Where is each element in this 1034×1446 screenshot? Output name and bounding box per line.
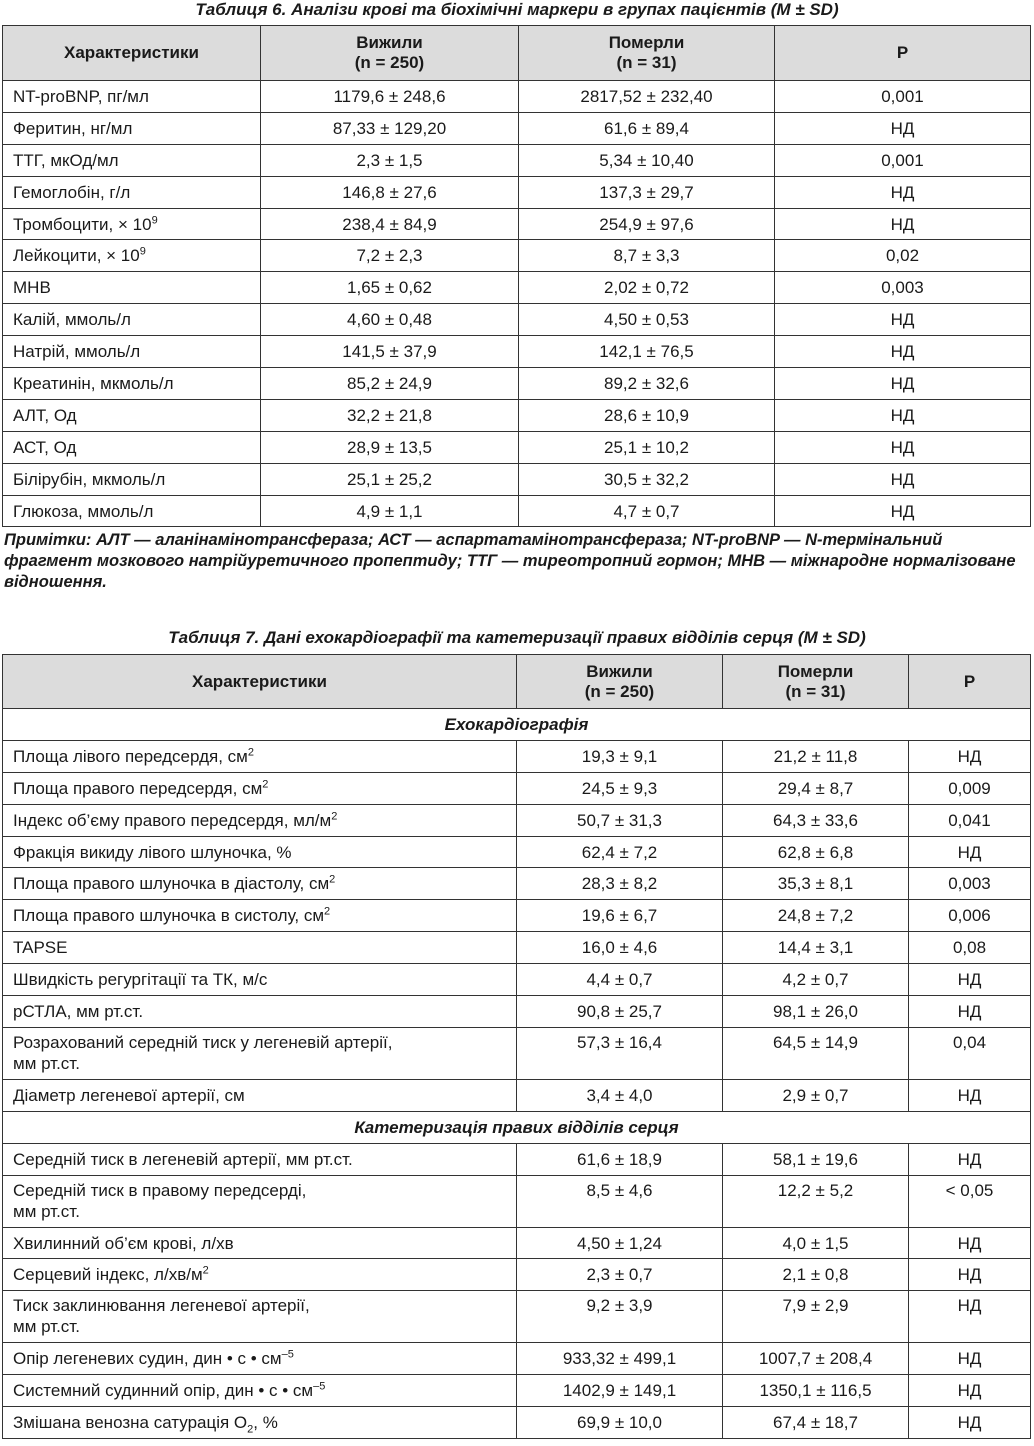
value-survived: 9,2 ± 3,9 — [517, 1291, 723, 1343]
row-label: Хвилинний об’єм крові, л/хв — [3, 1227, 517, 1259]
row-label: Феритин, нг/мл — [3, 112, 261, 144]
table-row — [3, 1375, 1031, 1407]
table-row — [3, 1175, 1031, 1227]
value-p: 0,003 — [775, 272, 1031, 304]
row-label: АЛТ, Од — [3, 399, 261, 431]
value-survived: 933,32 ± 499,1 — [517, 1343, 723, 1375]
row-label: Діаметр легеневої артерії, см — [3, 1079, 517, 1111]
row-label: Гемоглобін, г/л — [3, 176, 261, 208]
value-p: НД — [909, 1375, 1031, 1407]
table-row — [3, 1027, 1031, 1079]
value-p: НД — [775, 208, 1031, 240]
row-label: Натрій, ммоль/л — [3, 336, 261, 368]
row-label: Площа правого шлуночка в систолу, $см^2$ — [3, 900, 517, 932]
row-label: МНВ — [3, 272, 261, 304]
header-survived: Вижили (n = 250) — [261, 26, 519, 81]
table-row — [3, 399, 1031, 431]
value-p: НД — [909, 1407, 1031, 1439]
row-label: АСТ, Од — [3, 431, 261, 463]
section-row-echo — [3, 709, 1031, 741]
value-p: 0,04 — [909, 1027, 1031, 1079]
table-row — [3, 431, 1031, 463]
value-died: 142,1 ± 76,5 — [519, 336, 775, 368]
value-died: 4,0 ± 1,5 — [723, 1227, 909, 1259]
row-label: Опір легеневих судин, дин • с • $см^{-5}$ — [3, 1343, 517, 1375]
table-row — [3, 1079, 1031, 1111]
table6-notes: Примітки: АЛТ — аланінамінотрансфераза; АСТ — аспартатамінотрансфераза; NT-proBNP — N-термінальний фрагмент мозкового натрійуретичного пропептиду; ТТГ — тиреотропний гормон; МНВ — міжнародне нормалізоване відношення. — [4, 531, 1016, 591]
value-died: 30,5 ± 32,2 — [519, 463, 775, 495]
table-row — [3, 336, 1031, 368]
row-label: Швидкість регургітації та ТК, м/с — [3, 964, 517, 996]
table-row — [3, 495, 1031, 527]
value-p: НД — [909, 740, 1031, 772]
value-died: 2,1 ± 0,8 — [723, 1259, 909, 1291]
table-row — [3, 1143, 1031, 1175]
row-label: Серцевий індекс, $л/хв/м^2$ — [3, 1259, 517, 1291]
section-row-cath — [3, 1111, 1031, 1143]
value-died: 14,4 ± 3,1 — [723, 932, 909, 964]
table-row — [3, 836, 1031, 868]
row-label: Площа правого передсердя, $см^2$ — [3, 772, 517, 804]
row-label: Тромбоцити, × $10^9$ — [3, 208, 261, 240]
value-died: 4,2 ± 0,7 — [723, 964, 909, 996]
row-label: Калій, ммоль/л — [3, 304, 261, 336]
table7-cath-body — [3, 1143, 1031, 1438]
value-died: 98,1 ± 26,0 — [723, 996, 909, 1028]
value-p: НД — [775, 304, 1031, 336]
value-survived: 19,3 ± 9,1 — [517, 740, 723, 772]
table-row — [3, 81, 1031, 113]
value-died: 35,3 ± 8,1 — [723, 868, 909, 900]
value-died: 29,4 ± 8,7 — [723, 772, 909, 804]
value-p: НД — [909, 1227, 1031, 1259]
value-survived: 1402,9 ± 149,1 — [517, 1375, 723, 1407]
table6 — [2, 25, 1031, 527]
value-p: НД — [775, 463, 1031, 495]
value-survived: 2,3 ± 0,7 — [517, 1259, 723, 1291]
value-p: НД — [775, 495, 1031, 527]
value-died: 137,3 ± 29,7 — [519, 176, 775, 208]
row-label: Глюкоза, ммоль/л — [3, 495, 261, 527]
value-died: 1350,1 ± 116,5 — [723, 1375, 909, 1407]
value-survived: 7,2 ± 2,3 — [261, 240, 519, 272]
value-p: 0,009 — [909, 772, 1031, 804]
table-row — [3, 208, 1031, 240]
value-died: 4,7 ± 0,7 — [519, 495, 775, 527]
value-survived: 24,5 ± 9,3 — [517, 772, 723, 804]
row-label: NT-proBNP, пг/мл — [3, 81, 261, 113]
value-p: НД — [775, 368, 1031, 400]
value-p: 0,001 — [775, 81, 1031, 113]
value-died: 8,7 ± 3,3 — [519, 240, 775, 272]
value-survived: 61,6 ± 18,9 — [517, 1143, 723, 1175]
row-label: Лейкоцити, × $10^9$ — [3, 240, 261, 272]
value-survived: 19,6 ± 6,7 — [517, 900, 723, 932]
table-row — [3, 1343, 1031, 1375]
value-survived: 8,5 ± 4,6 — [517, 1175, 723, 1227]
header-characteristics: Характеристики — [3, 655, 517, 709]
value-died: 28,6 ± 10,9 — [519, 399, 775, 431]
header-died: Померли (n = 31) — [519, 26, 775, 81]
value-died: 25,1 ± 10,2 — [519, 431, 775, 463]
value-died: 12,2 ± 5,2 — [723, 1175, 909, 1227]
value-p: НД — [775, 112, 1031, 144]
value-p: 0,02 — [775, 240, 1031, 272]
header-died: Померли (n = 31) — [723, 655, 909, 709]
table-row — [3, 868, 1031, 900]
table6-body — [3, 81, 1031, 527]
header-p: P — [909, 655, 1031, 709]
row-label: Середній тиск в правому передсерді, мм рт.ст. — [3, 1175, 517, 1227]
table-row — [3, 932, 1031, 964]
value-survived: 3,4 ± 4,0 — [517, 1079, 723, 1111]
table7 — [2, 654, 1031, 1439]
section-title-echo: Ехокардіографія — [3, 709, 1031, 741]
value-survived: 238,4 ± 84,9 — [261, 208, 519, 240]
value-p: НД — [909, 1291, 1031, 1343]
value-p: < 0,05 — [909, 1175, 1031, 1227]
table-row — [3, 1259, 1031, 1291]
value-p: 0,08 — [909, 932, 1031, 964]
table6-caption: Таблиця 6. Аналізи крові та біохімічні маркери в групах пацієнтів (M ± SD) — [195, 0, 839, 19]
value-died: 254,9 ± 97,6 — [519, 208, 775, 240]
header-characteristics: Характеристики — [3, 26, 261, 81]
row-label: Фракція викиду лівого шлуночка, % — [3, 836, 517, 868]
section-title-cath: Катетеризація правих відділів серця — [3, 1111, 1031, 1143]
row-label: TAPSE — [3, 932, 517, 964]
value-survived: 25,1 ± 25,2 — [261, 463, 519, 495]
value-survived: 141,5 ± 37,9 — [261, 336, 519, 368]
value-died: 58,1 ± 19,6 — [723, 1143, 909, 1175]
row-label: рСТЛА, мм рт.ст. — [3, 996, 517, 1028]
value-p: НД — [909, 1259, 1031, 1291]
table7-caption: Таблиця 7. Дані ехокардіографії та катетеризації правих відділів серця (M ± SD) — [168, 628, 866, 647]
table-row — [3, 1227, 1031, 1259]
value-p: НД — [909, 1143, 1031, 1175]
value-survived: 16,0 ± 4,6 — [517, 932, 723, 964]
value-survived: 4,9 ± 1,1 — [261, 495, 519, 527]
value-died: 21,2 ± 11,8 — [723, 740, 909, 772]
row-label: ТТГ, мкОд/мл — [3, 144, 261, 176]
value-survived: 2,3 ± 1,5 — [261, 144, 519, 176]
table-row — [3, 996, 1031, 1028]
value-p: НД — [775, 431, 1031, 463]
row-label: Змішана венозна сатурація $О_2$, % — [3, 1407, 517, 1439]
table7-header-row — [3, 655, 1031, 709]
value-p: НД — [909, 1079, 1031, 1111]
value-p: НД — [909, 1343, 1031, 1375]
value-died: 62,8 ± 6,8 — [723, 836, 909, 868]
table-row — [3, 304, 1031, 336]
value-p: НД — [909, 836, 1031, 868]
value-survived: 87,33 ± 129,20 — [261, 112, 519, 144]
row-label: Середній тиск в легеневій артерії, мм рт.ст. — [3, 1143, 517, 1175]
value-p: НД — [909, 964, 1031, 996]
table-row — [3, 964, 1031, 996]
value-survived: 32,2 ± 21,8 — [261, 399, 519, 431]
value-died: 5,34 ± 10,40 — [519, 144, 775, 176]
value-survived: 4,50 ± 1,24 — [517, 1227, 723, 1259]
table-row — [3, 368, 1031, 400]
value-survived: 4,60 ± 0,48 — [261, 304, 519, 336]
value-survived: 62,4 ± 7,2 — [517, 836, 723, 868]
value-p: 0,006 — [909, 900, 1031, 932]
table-row — [3, 772, 1031, 804]
table-row — [3, 804, 1031, 836]
row-label: Площа лівого передсердя, $см^2$ — [3, 740, 517, 772]
table-row — [3, 112, 1031, 144]
row-label: Площа правого шлуночка в діастолу, $см^2$ — [3, 868, 517, 900]
row-label: Розрахований середній тиск у легеневій артерії, мм рт.ст. — [3, 1027, 517, 1079]
table-row — [3, 176, 1031, 208]
value-died: 1007,7 ± 208,4 — [723, 1343, 909, 1375]
value-survived: 85,2 ± 24,9 — [261, 368, 519, 400]
value-survived: 146,8 ± 27,6 — [261, 176, 519, 208]
value-p: НД — [775, 399, 1031, 431]
row-label: Індекс об’єму правого передсердя, $мл/м^2$ — [3, 804, 517, 836]
value-p: 0,003 — [909, 868, 1031, 900]
value-survived: 4,4 ± 0,7 — [517, 964, 723, 996]
value-died: 7,9 ± 2,9 — [723, 1291, 909, 1343]
header-p: P — [775, 26, 1031, 81]
row-label: Системний судинний опір, дин • с • $см^{-5}$ — [3, 1375, 517, 1407]
value-died: 24,8 ± 7,2 — [723, 900, 909, 932]
table-row — [3, 1291, 1031, 1343]
value-survived: 1179,6 ± 248,6 — [261, 81, 519, 113]
row-label: Тиск заклинювання легеневої артерії, мм рт.ст. — [3, 1291, 517, 1343]
value-p: 0,041 — [909, 804, 1031, 836]
value-died: 2,02 ± 0,72 — [519, 272, 775, 304]
value-survived: 28,3 ± 8,2 — [517, 868, 723, 900]
table-row — [3, 463, 1031, 495]
value-survived: 50,7 ± 31,3 — [517, 804, 723, 836]
row-label: Білірубін, мкмоль/л — [3, 463, 261, 495]
table-row — [3, 240, 1031, 272]
value-died: 64,3 ± 33,6 — [723, 804, 909, 836]
value-died: 67,4 ± 18,7 — [723, 1407, 909, 1439]
table6-header-row — [3, 26, 1031, 81]
header-survived: Вижили (n = 250) — [517, 655, 723, 709]
value-survived: 1,65 ± 0,62 — [261, 272, 519, 304]
value-survived: 69,9 ± 10,0 — [517, 1407, 723, 1439]
table-row — [3, 900, 1031, 932]
table-row — [3, 144, 1031, 176]
table-row — [3, 272, 1031, 304]
value-died: 89,2 ± 32,6 — [519, 368, 775, 400]
value-survived: 57,3 ± 16,4 — [517, 1027, 723, 1079]
value-died: 2,9 ± 0,7 — [723, 1079, 909, 1111]
value-died: 4,50 ± 0,53 — [519, 304, 775, 336]
value-died: 2817,52 ± 232,40 — [519, 81, 775, 113]
value-p: НД — [775, 336, 1031, 368]
value-p: 0,001 — [775, 144, 1031, 176]
table7-echo-body — [3, 740, 1031, 1111]
value-p: НД — [909, 996, 1031, 1028]
value-survived: 90,8 ± 25,7 — [517, 996, 723, 1028]
value-died: 61,6 ± 89,4 — [519, 112, 775, 144]
value-p: НД — [775, 176, 1031, 208]
value-survived: 28,9 ± 13,5 — [261, 431, 519, 463]
table-row — [3, 740, 1031, 772]
row-label: Креатинін, мкмоль/л — [3, 368, 261, 400]
table-row — [3, 1407, 1031, 1439]
value-died: 64,5 ± 14,9 — [723, 1027, 909, 1079]
